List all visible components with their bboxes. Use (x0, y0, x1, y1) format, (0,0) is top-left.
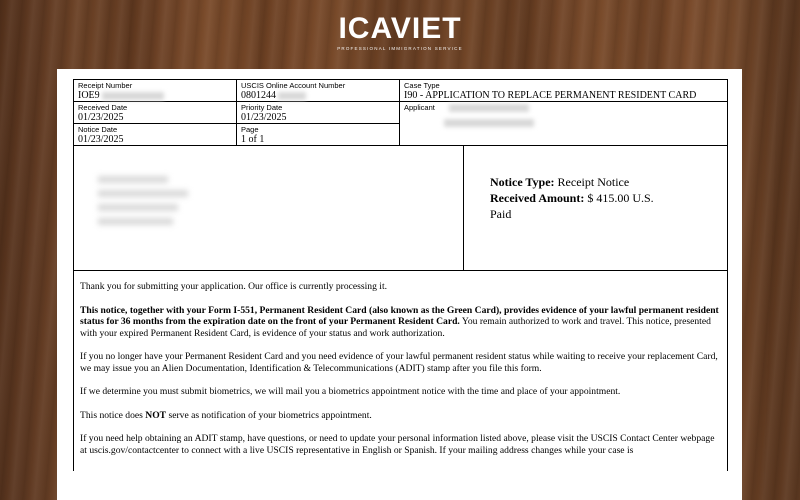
paragraph-5-not: NOT (145, 409, 167, 421)
paragraph-4: If we determine you must submit biometrics, we will mail you a biometrics appointment notice with the time and place of your appointment. (80, 386, 621, 397)
redacted-mark (102, 92, 164, 100)
address-notice-section (73, 146, 728, 271)
receipt-number-value: IOE9 (78, 90, 100, 101)
redacted-address-line (98, 204, 178, 211)
paragraph-5 (80, 410, 721, 422)
notice-body (73, 271, 728, 471)
redacted-mark (444, 119, 534, 127)
payment-status: Paid (490, 207, 512, 221)
paragraph-2-rest: You remain authorized to work and travel. This notice, presented with your expired Permanent Resident Card, is evidence of your status and work authorization. (80, 316, 711, 339)
notice-date-label: Notice Date (78, 125, 118, 134)
notice-date-cell (74, 124, 237, 146)
case-type-label: Case Type (404, 81, 440, 90)
applicant-cell (400, 102, 727, 146)
paragraph-5-a: This notice does (80, 409, 146, 421)
redacted-address-line (98, 190, 188, 197)
receipt-notice-document (57, 69, 742, 500)
paragraph-5-c: serve as notification of your biometrics appointment. (166, 409, 372, 421)
paragraph-6: If you need help obtaining an ADIT stamp, have questions, or need to update your personal information listed above, please visit the USCIS Contact Center webpage at uscis.gov/contactcenter to connect with a live USCIS representative in English or Spanish. If your mailing address changes while your case is (80, 433, 715, 456)
case-type-cell (400, 80, 727, 102)
paragraph-3: If you no longer have your Permanent Resident Card and you need evidence of your lawful permanent resident status while waiting to receive your replacement Card, we may issue you an Alien Documentation, Identification & Telecommunications (ADIT) stamp after you file this form. (80, 351, 718, 374)
account-number-cell (237, 80, 400, 102)
case-type-value: I90 - APPLICATION TO REPLACE PERMANENT RESIDENT CARD (404, 90, 697, 101)
received-date-value: 01/23/2025 (78, 112, 124, 123)
page-label: Page (241, 125, 259, 134)
redacted-address-line (98, 176, 168, 183)
receipt-number-cell (74, 80, 237, 102)
account-number-label: USCIS Online Account Number (241, 81, 346, 90)
paragraph-2 (80, 305, 721, 340)
applicant-label: Applicant (404, 103, 435, 112)
receipt-number-label: Receipt Number (78, 81, 133, 90)
received-date-cell (74, 102, 237, 124)
account-number-value: 0801244 (241, 90, 276, 101)
redacted-address-line (98, 218, 173, 225)
notice-type-label: Notice Type: (490, 175, 555, 189)
logo (0, 14, 800, 51)
address-block (74, 146, 464, 270)
logo-tagline: PROFESSIONAL IMMIGRATION SERVICE (337, 46, 463, 51)
page-value: 1 of 1 (241, 134, 265, 145)
header-grid (73, 79, 728, 146)
priority-date-label: Priority Date (241, 103, 283, 112)
priority-date-cell (237, 102, 400, 124)
notice-date-value: 01/23/2025 (78, 134, 124, 145)
redacted-mark (449, 104, 529, 112)
received-date-label: Received Date (78, 103, 128, 112)
priority-date-value: 01/23/2025 (241, 112, 287, 123)
logo-name: ICAVIET (338, 12, 462, 45)
redacted-mark (278, 92, 306, 100)
received-amount-label: Received Amount: (490, 191, 585, 205)
received-amount-value: $ 415.00 U.S. (587, 191, 654, 205)
paragraph-1: Thank you for submitting your application. Our office is currently processing it. (80, 281, 388, 292)
page-cell (237, 124, 400, 146)
paragraph-2-bold: This notice, together with your Form I-551, Permanent Resident Card (also known as the Green Card), provides evidence of your lawful permanent resident status for 36 months from the expiration date on the front of your Permanent Resident Card. (80, 304, 719, 327)
notice-summary (464, 146, 727, 270)
notice-type-value: Receipt Notice (557, 175, 630, 189)
